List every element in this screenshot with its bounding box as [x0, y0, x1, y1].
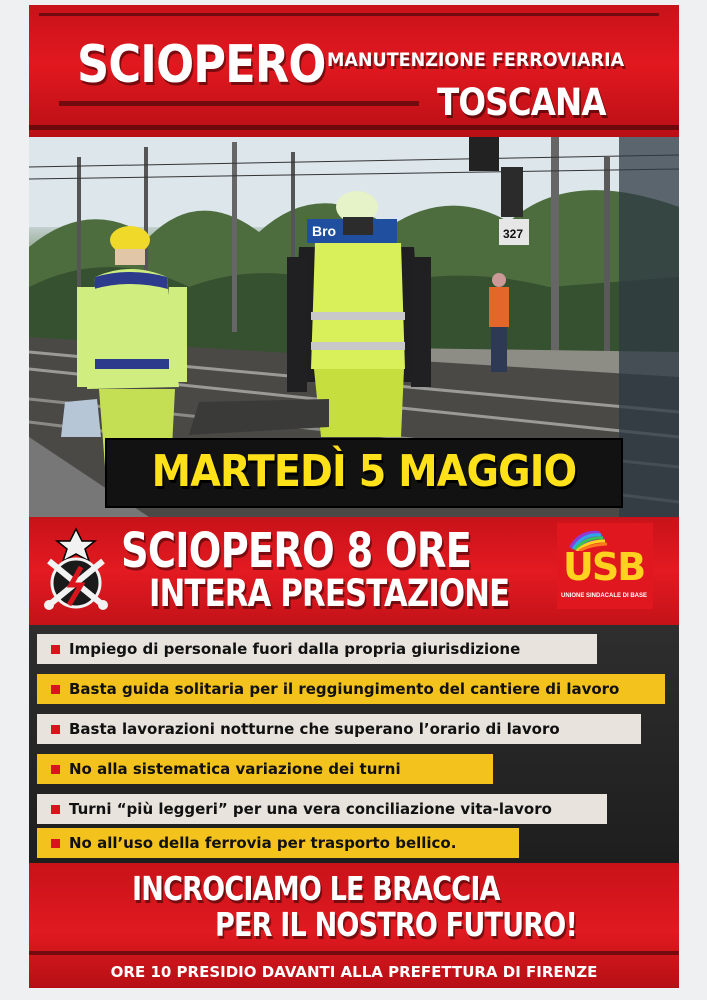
- poster-header: [29, 5, 679, 137]
- demand-item: [37, 634, 597, 664]
- brush-stroke: [59, 101, 419, 106]
- brush-stroke: [39, 13, 659, 16]
- demand-text: Basta lavorazioni notturne che superano l’orario di lavoro: [69, 720, 560, 738]
- usb-logo: [557, 523, 653, 609]
- demand-text: Basta guida solitaria per il reggiungimento del cantiere di lavoro: [69, 680, 620, 698]
- strike-date: MARTEDÌ 5 MAGGIO: [151, 446, 577, 497]
- bullet-icon: [51, 725, 60, 734]
- demand-item: [37, 754, 493, 784]
- demand-item: [37, 674, 665, 704]
- date-banner: [107, 440, 621, 506]
- slogan-line-1: INCROCIAMO LE BRACCIA: [132, 869, 500, 908]
- bullet-icon: [51, 839, 60, 848]
- demand-item: [37, 714, 641, 744]
- union-emblem-icon: [37, 527, 115, 613]
- usb-logo-text: USB: [563, 545, 645, 589]
- demand-text: No all’uso della ferrovia per trasporto bellico.: [69, 834, 457, 852]
- brush-stroke: [29, 951, 679, 955]
- slogan-line-2: PER IL NOSTRO FUTURO!: [215, 905, 578, 944]
- header-region: TOSCANA: [437, 81, 606, 124]
- poster-footer: [29, 863, 679, 988]
- strike-title: SCIOPERO 8 ORE: [121, 523, 472, 579]
- bullet-icon: [51, 685, 60, 694]
- demands-list: [29, 625, 679, 863]
- strike-poster: [29, 5, 679, 988]
- bullet-icon: [51, 645, 60, 654]
- usb-caption: UNIONE SINDACALE DI BASE: [561, 593, 648, 599]
- brush-stroke: [29, 125, 679, 130]
- signal-label: 327: [503, 227, 524, 241]
- demand-item: [37, 828, 519, 858]
- demand-text: Impiego di personale fuori dalla propria giurisdizione: [69, 640, 521, 658]
- strike-section: [29, 517, 679, 625]
- header-title: SCIOPERO: [77, 35, 326, 95]
- header-subtitle: MANUTENZIONE FERROVIARIA: [327, 49, 625, 71]
- strike-subtitle: INTERA PRESTAZIONE: [149, 572, 510, 615]
- demand-text: No alla sistematica variazione dei turni: [69, 760, 401, 778]
- bullet-icon: [51, 805, 60, 814]
- demand-item: [37, 794, 607, 824]
- demand-text: Turni “più leggeri” per una vera conciliazione vita-lavoro: [69, 800, 552, 818]
- presidio-note: ORE 10 PRESIDIO DAVANTI ALLA PREFETTURA DI FIRENZE: [110, 963, 598, 981]
- station-sign: Bro: [312, 223, 337, 239]
- bullet-icon: [51, 765, 60, 774]
